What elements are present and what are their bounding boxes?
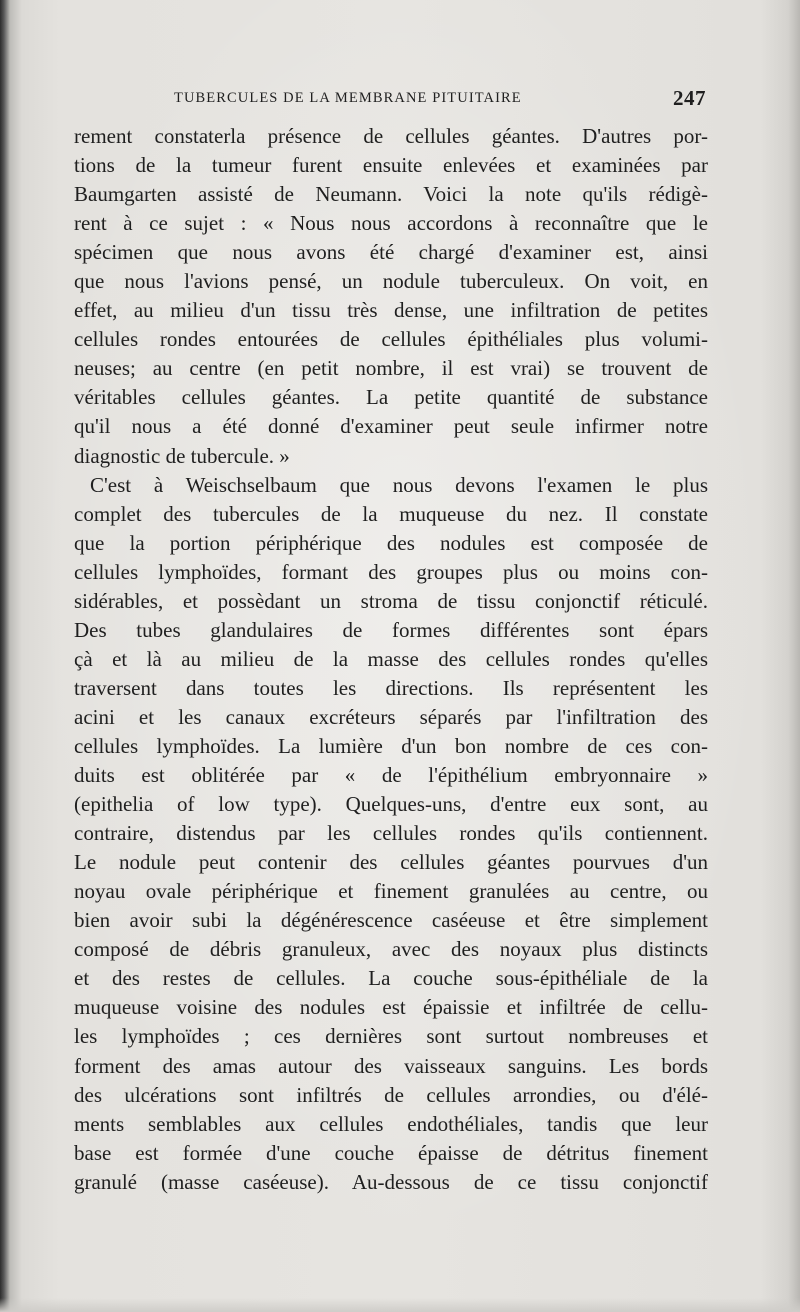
text-line: contraire, distendus par les cellules rondes qu'ils contiennent. xyxy=(74,821,708,846)
paragraph-first-line: C'est à Weischselbaum que nous devons l'examen le plus xyxy=(90,472,708,497)
text-line: (epithelia of low type). Quelques-uns, d'entre eux sont, au xyxy=(74,792,708,817)
scan-edge-shadow xyxy=(0,1298,800,1312)
page-number: 247 xyxy=(673,86,706,110)
text-line: forment des amas autour des vaisseaux sanguins. Les bords xyxy=(74,1053,708,1078)
text-line: rent à ce sujet : « Nous nous accordons à reconnaître que le xyxy=(74,211,708,236)
text-line: complet des tubercules de la muqueuse du nez. Il constate xyxy=(74,501,708,526)
running-title: TUBERCULES DE LA MEMBRANE PITUITAIRE xyxy=(174,90,522,106)
text-line: neuses; au centre (en petit nombre, il est vrai) se trouvent de xyxy=(74,356,708,381)
text-line: et des restes de cellules. La couche sous-épithéliale de la xyxy=(74,966,708,991)
running-header xyxy=(74,88,708,122)
text-line: granulé (masse caséeuse). Au-dessous de ce tissu conjonctif xyxy=(74,1169,708,1194)
text-line: traversent dans toutes les directions. Ils représentent les xyxy=(74,675,708,700)
book-page xyxy=(74,88,708,1197)
text-line: duits est oblitérée par « de l'épithélium embryonnaire » xyxy=(74,763,708,788)
text-line: cellules lymphoïdes. La lumière d'un bon nombre de ces con- xyxy=(74,733,708,758)
text-line: Baumgarten assisté de Neumann. Voici la note qu'ils rédigè- xyxy=(74,182,708,207)
text-line: çà et là au milieu de la masse des cellules rondes qu'elles xyxy=(74,646,708,671)
text-line: noyau ovale périphérique et finement granulées au centre, ou xyxy=(74,879,708,904)
text-line: véritables cellules géantes. La petite quantité de substance xyxy=(74,385,708,410)
text-line: les lymphoïdes ; ces dernières sont surtout nombreuses et xyxy=(74,1024,708,1049)
text-line: muqueuse voisine des nodules est épaissie et infiltrée de cellu- xyxy=(74,995,708,1020)
text-line: cellules rondes entourées de cellules épithéliales plus volumi- xyxy=(74,327,708,352)
body-text xyxy=(74,122,708,1197)
text-line: sidérables, et possèdant un stroma de tissu conjonctif réticulé. xyxy=(74,588,708,613)
text-line: effet, au milieu d'un tissu très dense, une infiltration de petites xyxy=(74,298,708,323)
text-line: que nous l'avions pensé, un nodule tuberculeux. On voit, en xyxy=(74,269,708,294)
text-line: spécimen que nous avons été chargé d'examiner est, ainsi xyxy=(74,240,708,265)
text-line: rement constaterla présence de cellules géantes. D'autres por- xyxy=(74,124,708,148)
text-line: acini et les canaux excréteurs séparés par l'infiltration des xyxy=(74,704,708,729)
text-line: diagnostic de tubercule. » xyxy=(74,443,290,468)
text-line: tions de la tumeur furent ensuite enlevées et examinées par xyxy=(74,153,708,178)
text-line: Des tubes glandulaires de formes différentes sont épars xyxy=(74,617,708,642)
text-line: bien avoir subi la dégénérescence caséeuse et être simplement xyxy=(74,908,708,933)
text-line: Le nodule peut contenir des cellules géantes pourvues d'un xyxy=(74,850,708,875)
text-line: des ulcérations sont infiltrés de cellules arrondies, ou d'élé- xyxy=(74,1082,708,1107)
text-line: qu'il nous a été donné d'examiner peut seule infirmer notre xyxy=(74,414,708,439)
text-line: base est formée d'une couche épaisse de détritus finement xyxy=(74,1140,708,1165)
text-line: que la portion périphérique des nodules est composée de xyxy=(74,530,708,555)
text-line: composé de débris granuleux, avec des noyaux plus distincts xyxy=(74,937,708,962)
text-line: cellules lymphoïdes, formant des groupes plus ou moins con- xyxy=(74,559,708,584)
text-line: ments semblables aux cellules endothéliales, tandis que leur xyxy=(74,1111,708,1136)
